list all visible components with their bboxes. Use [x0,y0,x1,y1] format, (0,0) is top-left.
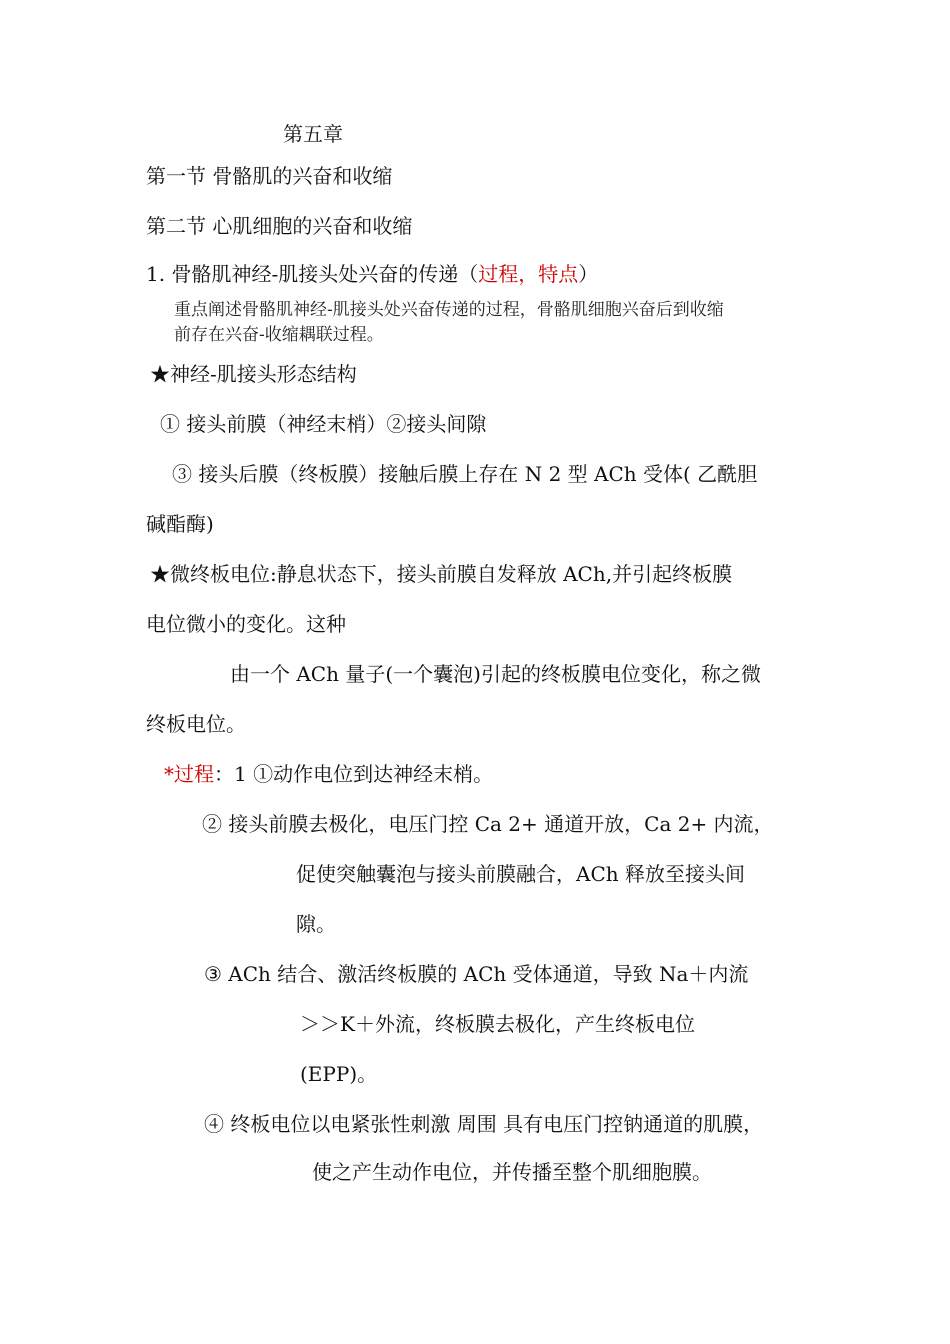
process-step-4-line-2: 使之产生动作电位，并传播至整个肌细胞膜。 [312,1160,712,1184]
mepp-line-3: 由一个 ACh 量子(一个囊泡)引起的终板膜电位变化，称之微 [230,662,761,686]
note-line-1: 重点阐述骨骼肌神经-肌接头处兴奋传递的过程，骨骼肌细胞兴奋后到收缩 [174,300,724,320]
mepp-line-2: 电位微小的变化。这种 [146,612,346,636]
item-1-highlight: 过程，特点 [478,262,579,286]
process-step-1: ：1 ①动作电位到达神经末梢。 [214,762,494,786]
item-1-heading [146,260,598,288]
process-step-2-line-1: ② 接头前膜去极化，电压门控 Ca 2+ 通道开放，Ca 2+ 内流， [202,812,774,836]
process-label: *过程 [164,762,214,786]
item-1-prefix: 1. 骨骼肌神经-肌接头处兴奋的传递（ [146,262,479,286]
structure-line-1: ① 接头前膜（神经末梢）②接头间隙 [160,412,487,436]
structure-line-2: ③ 接头后膜（终板膜）接触后膜上存在 N 2 型 ACh 受体( 乙酰胆 [172,462,758,486]
section-heading-2: 第二节 心肌细胞的兴奋和收缩 [146,214,413,238]
mepp-line-1: ★微终板电位:静息状态下，接头前膜自发释放 ACh,并引起终板膜 [150,562,733,586]
item-1-suffix: ） [578,262,599,286]
process-step-3-line-1: ③ ACh 结合、激活终板膜的 ACh 受体通道，导致 Na＋内流 [204,962,749,986]
structure-line-3: 碱酯酶) [146,512,214,536]
process-step-2-line-3: 隙。 [296,912,336,936]
section-heading-1: 第一节 骨骼肌的兴奋和收缩 [146,164,393,188]
process-step-3-line-2: ＞＞K＋外流，终板膜去极化，产生终板电位 [300,1012,695,1036]
chapter-title: 第五章 [283,122,343,146]
process-first-step [164,760,493,788]
note-line-2: 前存在兴奋-收缩耦联过程。 [174,325,384,345]
mepp-line-4: 终板电位。 [146,712,246,736]
process-step-2-line-2: 促使突触囊泡与接头前膜融合，ACh 释放至接头间 [296,862,745,886]
process-step-3-line-3: (EPP)。 [300,1062,378,1086]
structure-heading: ★神经-肌接头形态结构 [150,362,357,386]
process-step-4-line-1: ④ 终板电位以电紧张性刺激 周围 具有电压门控钠通道的肌膜， [204,1112,764,1136]
